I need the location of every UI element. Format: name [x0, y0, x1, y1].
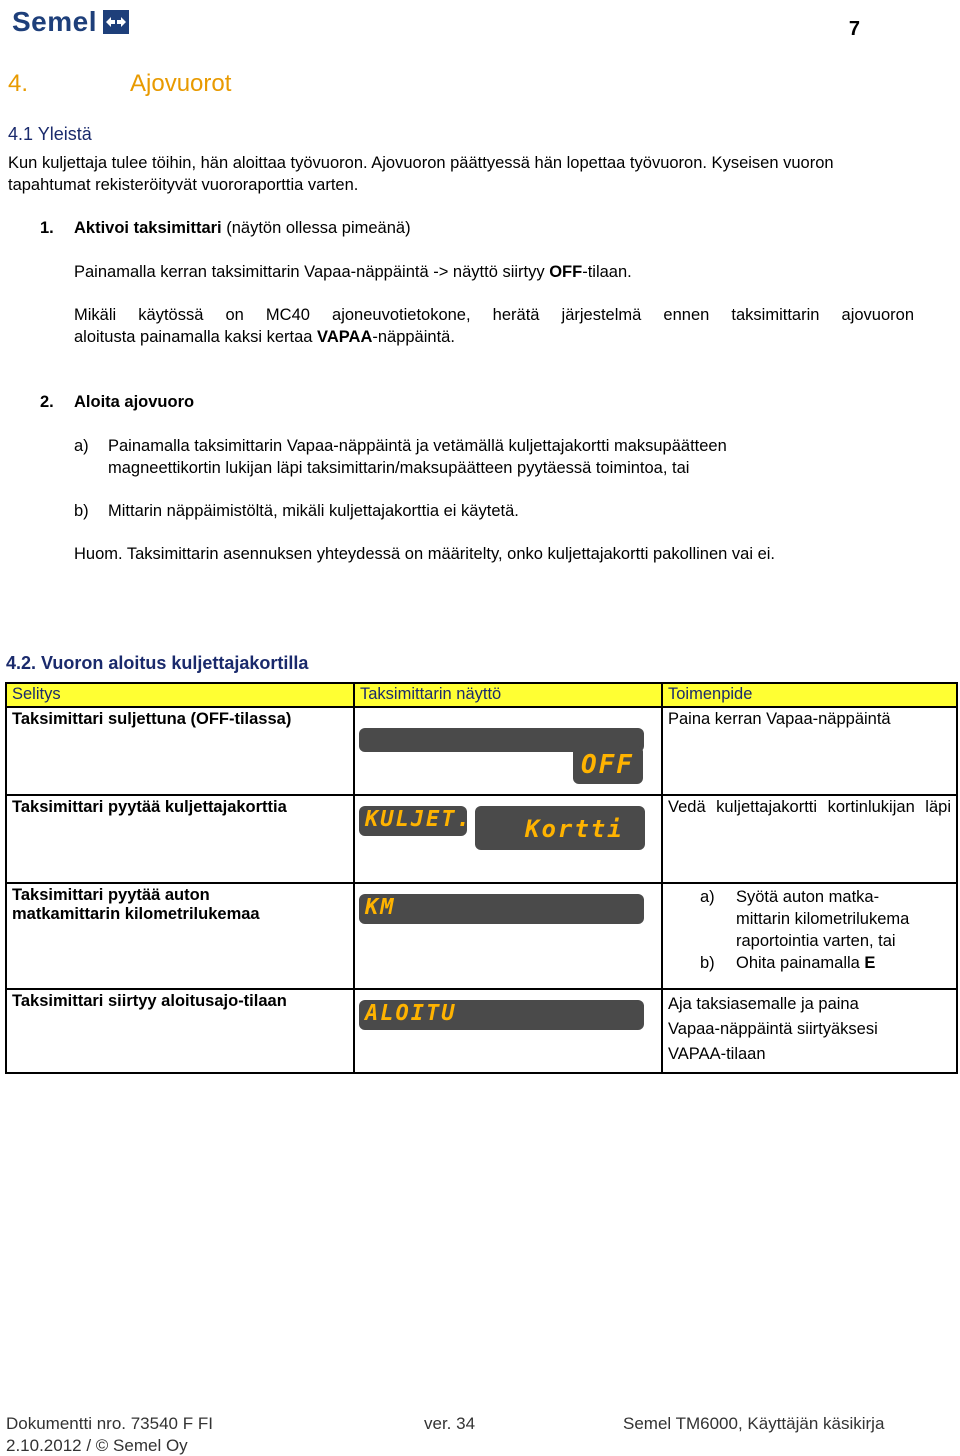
logo-mark-icon [103, 10, 129, 34]
semel-logo [12, 6, 129, 38]
subsection-title-card: 4.2. Vuoron aloitus kuljettajakortilla [6, 653, 309, 673]
step1-line1-a: Painamalla kerran taksimittarin Vapaa-näppäintä -> näyttö siirtyy [74, 263, 550, 281]
step2-b-text: Mittarin näppäimistöltä, mikäli kuljettajakorttia ei käytetä. [108, 502, 519, 520]
step1-title-wrap [74, 217, 411, 239]
row2-display-cell [354, 795, 662, 883]
footer-version: ver. 34 [424, 1414, 476, 1433]
row1-description: Taksimittari suljettuna (OFF-tilassa) [6, 707, 354, 795]
table-row [6, 883, 957, 989]
subsection-title-general: 4.1 Yleistä [8, 124, 92, 144]
step2-a-line1: Painamalla taksimittarin Vapaa-näppäintä ja vetämällä kuljettajakortti maksupäätteen [108, 437, 727, 455]
row3-a1: Syötä auton matka- [736, 888, 880, 906]
step2-a-line2: magneettikortin lukijan läpi taksimittarin/maksupäätteen pyytäessä toimintoa, tai [108, 459, 690, 477]
row3-b-label: b) [700, 954, 715, 972]
row3-b-text: Ohita painamalla [736, 954, 865, 972]
step2-number: 2. [40, 393, 54, 411]
step2-note: Huom. Taksimittarin asennuksen yhteydessä on määritelty, onko kuljettajakortti pakollinen vai ei. [74, 545, 775, 563]
row3-a2: mittarin kilometrilukema [736, 910, 910, 928]
row3-a3: raportointia varten, tai [736, 932, 896, 950]
page-number: 7 [848, 18, 860, 40]
row4-action-line3: VAPAA-tilaan [668, 1045, 766, 1063]
lcd-panel-right [475, 806, 645, 850]
row3-desc-line1: Taksimittari pyytää auton [12, 886, 210, 904]
step1-line1-c: -tilaan. [582, 263, 632, 281]
table-header-row [6, 683, 957, 707]
row4-action-line1: Aja taksiasemalle ja paina [668, 995, 859, 1013]
logo-text: Semel [12, 6, 97, 37]
row4-action-line2: Vapaa-näppäintä siirtyäksesi [668, 1020, 878, 1038]
step1-line2a: Mikäli käytössä on MC40 ajoneuvotietokone, herätä järjestelmä ennen taksimittarin ajovuoron [74, 306, 914, 324]
row3-desc-line2: matkamittarin kilometrilukemaa [12, 905, 260, 923]
lcd-text-kuljet: KULJET. [365, 807, 472, 832]
row3-action-list [668, 886, 951, 974]
row4-action [662, 989, 957, 1073]
list-item [668, 886, 951, 908]
row3-description [6, 883, 354, 989]
step1-vapaa-key: VAPAA [317, 328, 373, 346]
lcd-text-aloitu: ALOITU [365, 1001, 457, 1026]
footer-product: Semel TM6000, Käyttäjän käsikirja [623, 1414, 885, 1433]
row2-description: Taksimittari pyytää kuljettajakorttia [6, 795, 354, 883]
row4-description: Taksimittari siirtyy aloitusajo-tilaan [6, 989, 354, 1073]
header-display: Taksimittarin näyttö [354, 683, 662, 707]
step1-title-rest: (näytön ollessa pimeänä) [221, 219, 411, 237]
step1-heading [40, 217, 920, 239]
step2-title: Aloita ajovuoro [74, 393, 195, 411]
row3-action [662, 883, 957, 989]
row3-a-label: a) [700, 888, 715, 906]
step1-line2b [74, 326, 914, 348]
row3-display-cell [354, 883, 662, 989]
lcd-text-km: KM [365, 895, 396, 920]
list-item [668, 952, 951, 974]
footer-date-copyright: 2.10.2012 / © Semel Oy [6, 1436, 188, 1455]
list-item [668, 930, 951, 952]
lcd-panel [573, 746, 643, 784]
table-row [6, 795, 957, 883]
step1-line1 [74, 261, 924, 283]
step2-b-label: b) [74, 502, 89, 520]
header-description: Selitys [6, 683, 354, 707]
footer-document-number: Dokumentti nro. 73540 F FI [6, 1414, 213, 1433]
row4-display-cell [354, 989, 662, 1073]
section-title: Ajovuorot [130, 70, 232, 97]
table-row [6, 989, 957, 1073]
procedure-table [5, 682, 958, 1074]
lcd-panel [359, 894, 644, 924]
step2-a-label: a) [74, 437, 89, 455]
row2-action-text: Vedä kuljettajakortti kortinlukijan läpi [668, 798, 951, 816]
step1-off-key: OFF [549, 263, 583, 281]
lcd-panel-left [359, 806, 472, 836]
step1-line2-b: aloitusta painamalla kaksi kertaa [74, 328, 318, 346]
step1-title: Aktivoi taksimittari [74, 219, 222, 237]
lcd-text-off: OFF [581, 750, 634, 780]
row3-b-key: E [864, 954, 876, 972]
step1-line2-d: -näppäintä. [372, 328, 455, 346]
row1-display-cell [354, 707, 662, 795]
list-item [668, 908, 951, 930]
section-number: 4. [8, 70, 29, 97]
row2-action [662, 795, 957, 883]
intro-paragraph: Kun kuljettaja tulee töihin, hän aloittaa työvuoron. Ajovuoron päättyessä hän lopettaa työvuoron. Kyseisen vuoron tapahtumat rekisteröityvät vuororaporttia varten. [8, 154, 834, 194]
lcd-panel [359, 1000, 644, 1030]
header-action: Toimenpide [662, 683, 957, 707]
table-row [6, 707, 957, 795]
step1-number: 1. [40, 219, 54, 237]
row1-action: Paina kerran Vapaa-näppäintä [662, 707, 957, 795]
lcd-text-kortti: Kortti [525, 815, 624, 843]
